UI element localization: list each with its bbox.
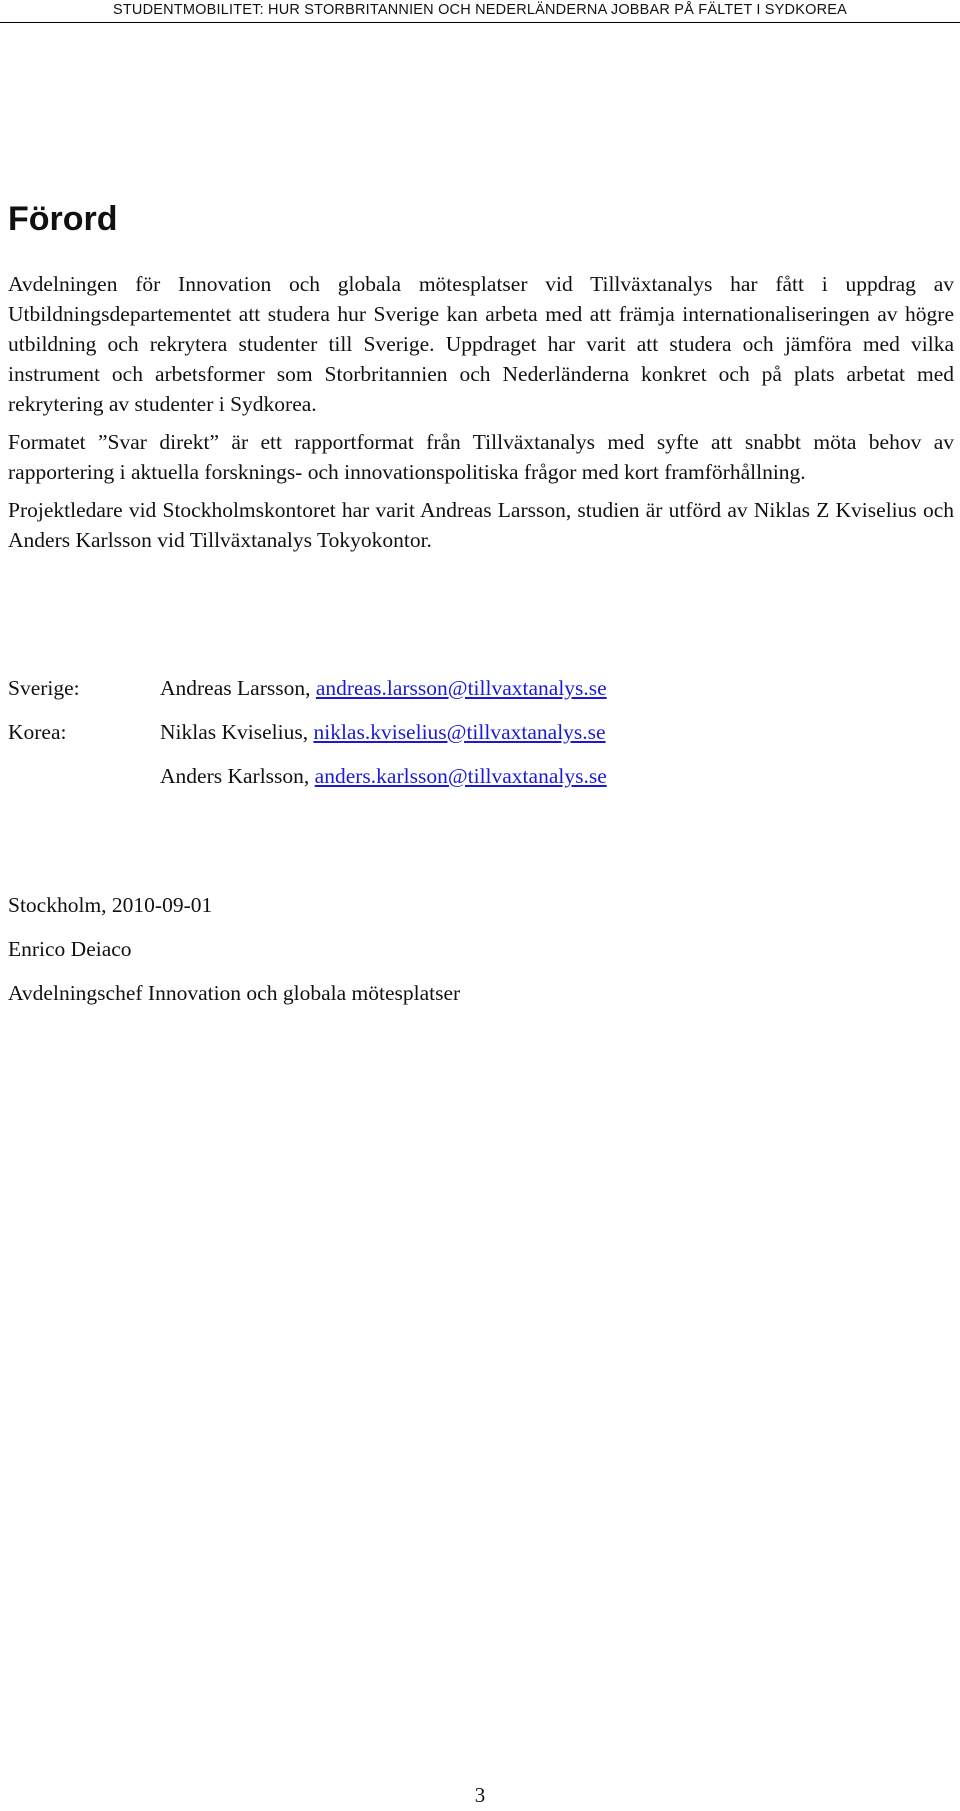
contact-name: Anders Karlsson, [160,763,310,788]
running-header: STUDENTMOBILITET: HUR STORBRITANNIEN OCH NEDERLÄNDERNA JOBBAR PÅ FÄLTET I SYDKOREA [0,0,960,23]
contact-label: Korea: [8,719,67,744]
contact-row [8,754,954,798]
contact-email-link[interactable]: andreas.larsson@tillvaxtanalys.se [315,675,607,700]
page-title: Förord [8,200,118,238]
contact-email-link[interactable]: anders.karlsson@tillvaxtanalys.se [314,763,607,788]
contact-name: Andreas Larsson, [160,675,311,700]
page-number: 3 [474,1783,486,1807]
paragraph-intro: Avdelningen för Innovation och globala mötesplatser vid Tillväxtanalys har fått i uppdrag av Utbildningsdepartementet att studera hur Sverige kan arbeta med att främja internationaliseringen av högre utbildning och rekrytera studenter till Sverige. Uppdraget har varit att studera och jämföra med vilka instrument och arbetsformer som Storbritannien och Nederländerna konkret och på plats arbetat med rekrytering av studenter i Sydkorea. [8,272,954,416]
paragraph-project: Projektledare vid Stockholmskontoret har varit Andreas Larsson, studien är utförd av Niklas Z Kviselius och Anders Karlsson vid Tillväxtanalys Tokyokontor. [8,498,954,552]
signoff [8,890,460,1022]
body-text [8,269,954,563]
signoff-role: Avdelningschef Innovation och globala mötesplatser [8,981,461,1005]
signoff-name: Enrico Deiaco [8,937,132,961]
contact-name: Niklas Kviselius, [160,719,309,744]
contact-label: Sverige: [8,675,80,700]
paragraph-format: Formatet ”Svar direkt” är ett rapportformat från Tillväxtanalys med syfte att snabbt möta behov av rapportering i aktuella forsknings- och innovationspolitiska frågor med kort framförhållning. [8,430,954,484]
contact-list [8,666,954,798]
contact-row [8,710,954,754]
contact-row [8,666,954,710]
signoff-place-date: Stockholm, 2010-09-01 [8,893,213,917]
contact-email-link[interactable]: niklas.kviselius@tillvaxtanalys.se [313,719,606,744]
